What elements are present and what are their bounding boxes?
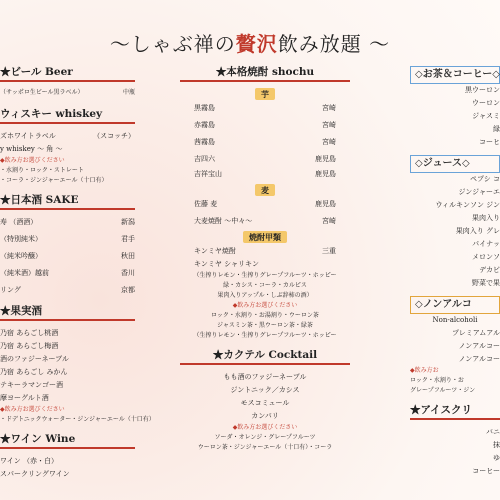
fruit-heading: ★果実酒	[0, 303, 135, 321]
shochu-name: 大麦焼酎 ～中々～	[194, 217, 253, 225]
tea-item: コーヒ	[479, 138, 500, 146]
juice-item: メロンソ	[472, 253, 500, 261]
whisky-item-1-type: （スコッチ）	[93, 132, 135, 140]
tea-item: 黒ウーロン	[465, 86, 500, 94]
ice-item: 抹	[493, 441, 500, 449]
juice-heading: ◇ジュース◇	[410, 155, 500, 173]
fruit-item: 酒のファジーネーブル	[0, 355, 69, 363]
shochu-name: キンミヤ シャリキン	[194, 260, 259, 268]
shochu-split-1: （生搾りレモン・生搾りグレープフルーツ・ホッピー	[193, 272, 337, 279]
nonalc-note: ◆飲み方お	[410, 367, 439, 374]
nonalc-style-1: ロック・水割り・お	[410, 377, 464, 384]
juice-item: 果肉入り	[472, 214, 500, 222]
tea-item: 緑	[493, 125, 500, 133]
sake-heading: ★日本酒 SAKE	[0, 192, 135, 210]
whisky-note: ◆飲み方お選びください	[0, 157, 65, 164]
sake-row	[0, 267, 135, 280]
ko-label: 焼酎甲類	[243, 231, 287, 243]
fruit-item: 乃宿 あらごし みかん	[0, 368, 68, 376]
page-title	[0, 28, 500, 57]
ice-item: バニ	[486, 428, 500, 436]
fruit-note: ◆飲み方お選びください	[0, 406, 65, 413]
sake-row	[0, 250, 135, 263]
ice-item: コーヒー	[472, 467, 500, 475]
right-column	[410, 66, 500, 478]
shochu-style-2: ジャスミン茶・黒ウーロン茶・緑茶	[217, 322, 313, 329]
juice-item: ペプシ コ	[470, 175, 500, 183]
shochu-row	[180, 258, 350, 271]
shochu-style-1: ロック・水割り・お湯割り・ウーロン茶	[211, 312, 319, 319]
sake-row-prefix: 寿	[0, 218, 7, 226]
shochu-row	[180, 245, 350, 258]
shochu-name: 吉四六	[194, 155, 215, 163]
fruit-item: 乃宿 あらごし桃酒	[0, 329, 59, 337]
whisky-style-1: ・水割り・ロック・ストレート	[0, 167, 84, 174]
shochu-row	[180, 153, 350, 166]
shochu-style-3: （生搾りレモン・生搾りグレープフルーツ・ホッピー	[193, 332, 337, 339]
sake-row	[0, 216, 135, 229]
fruit-item: テキーラマンゴー酒	[0, 381, 63, 389]
shochu-name: 黒霧島	[194, 104, 215, 112]
fruit-item: 乃宿 あらごし梅酒	[0, 342, 59, 350]
sake-row-name: （純米吟醸）	[0, 252, 42, 260]
sake-row	[0, 284, 135, 297]
juice-item: パイナッ	[472, 240, 500, 248]
title-post: 飲み放題 ～	[277, 32, 391, 56]
shochu-origin: 宮崎	[322, 217, 336, 225]
sake-row-origin: 新潟	[121, 218, 135, 226]
shochu-split-2: 緑・カシス・コーラ・カルピス	[223, 282, 307, 289]
shochu-origin: 鹿児島	[315, 170, 336, 178]
shochu-name: 佐藤 麦	[194, 200, 218, 208]
sake-row-name: （酒酒）	[9, 218, 38, 226]
ice-item: ゆ	[493, 454, 500, 462]
nonalc-item: プレミアムアル	[452, 329, 500, 337]
imo-label: 芋	[255, 88, 275, 100]
cocktail-style-2: ウーロン茶・ジンジャーエール（十口有）・コーラ	[197, 444, 333, 451]
whisky-style-2: ・コーラ・ジンジャーエール（十口有）	[0, 177, 108, 184]
shochu-origin: 宮崎	[322, 121, 336, 129]
shochu-name: 吉祥宝山	[194, 170, 222, 178]
nonalc-item: ノンアルコー	[458, 342, 500, 350]
shochu-row	[180, 136, 350, 149]
beer-heading: ★ビール Beer	[0, 64, 135, 82]
tea-heading: ◇お茶＆コーヒー◇	[410, 66, 500, 84]
sake-row-origin: 君手	[121, 235, 135, 243]
fruit-style: ・ドデトニックウォーター・ジンジャーエール（十口有）	[0, 416, 155, 423]
whisky-item-1	[0, 130, 135, 143]
cocktail-item: モスコミュール	[240, 399, 290, 407]
shochu-name: 赤霧島	[194, 121, 215, 129]
cocktail-item: ジントニック／カシス	[230, 386, 300, 394]
shochu-row	[180, 215, 350, 228]
whisky-heading: ウィスキー whiskey	[0, 106, 135, 124]
mugi-label: 麦	[255, 184, 275, 196]
cocktail-style-1: ソーダ・オレンジ・グレープフルーツ	[214, 434, 316, 441]
nonalc-heading: ◇ノンアルコ	[410, 296, 500, 314]
left-column	[0, 64, 155, 481]
sake-row-origin: 香川	[121, 269, 135, 277]
shochu-row	[180, 102, 350, 115]
sake-row	[0, 233, 135, 246]
shochu-row	[180, 119, 350, 132]
shochu-heading: ★本格焼酎 shochu	[180, 64, 350, 82]
whisky-item-1-name: ズホワイトラベル	[0, 132, 56, 140]
juice-item: ウィルキンソン ジン	[435, 201, 500, 209]
title-highlight: 贅沢	[235, 32, 278, 56]
shochu-origin: 鹿児島	[315, 200, 336, 208]
ice-heading: ★アイスクリ	[410, 402, 500, 420]
beer-item	[0, 88, 135, 98]
shochu-origin: 三重	[322, 247, 336, 255]
fruit-item: 摩ヨーグルト酒	[0, 394, 49, 402]
beer-item-size: 中瓶	[122, 89, 135, 96]
nonalc-item: Non-alcoholi	[432, 316, 478, 324]
whisky-item-2: y whiskey ～ 角 ～	[0, 145, 63, 153]
cocktail-item: もも酒のファジーネーブル	[223, 373, 307, 381]
nonalc-item: ノンアルコー	[458, 355, 500, 363]
sake-row-name: （特別純米）	[0, 235, 42, 243]
shochu-origin: 宮崎	[322, 138, 336, 146]
sake-row-origin: 秋田	[121, 252, 135, 260]
title-pre: ～しゃぶ禅の	[109, 32, 236, 56]
shochu-origin: 鹿児島	[315, 155, 336, 163]
wine-item-1: ワイン （赤・白）	[0, 457, 59, 465]
shochu-row	[180, 168, 350, 181]
juice-item: 果肉入り グレ	[455, 227, 500, 235]
cocktail-heading: ★カクテル Cocktail	[180, 347, 350, 365]
beer-item-name: （サッポロ生ビール黒ラベル）	[0, 89, 84, 96]
shochu-row	[180, 198, 350, 211]
shochu-origin: 宮崎	[322, 104, 336, 112]
wine-heading: ★ワイン Wine	[0, 431, 135, 449]
shochu-note: ◆飲み方お選びください	[232, 302, 298, 309]
cocktail-item: カンパリ	[251, 412, 279, 420]
center-column	[180, 64, 350, 453]
tea-item: ジャスミ	[472, 112, 500, 120]
sake-row-name: リング	[0, 286, 21, 294]
sake-row-name: （純米酒）越前	[0, 269, 49, 277]
shochu-name: 茜霧島	[194, 138, 215, 146]
nonalc-style-2: グレープフルーツ・ジン	[410, 387, 476, 394]
shochu-split-3: 果肉入りアップル・しぶ辞柿の酒）	[217, 292, 313, 299]
wine-item-2: スパークリングワイン	[0, 470, 70, 478]
juice-item: 野菜で果	[472, 279, 500, 287]
juice-item: ジンジャーエ	[458, 188, 500, 196]
shochu-name: キンミヤ焼酎	[194, 247, 236, 255]
juice-item: デカビ	[479, 266, 500, 274]
cocktail-note: ◆飲み方お選びください	[232, 424, 298, 431]
sake-row-origin: 京都	[121, 286, 135, 294]
tea-item: ウーロン	[472, 99, 500, 107]
